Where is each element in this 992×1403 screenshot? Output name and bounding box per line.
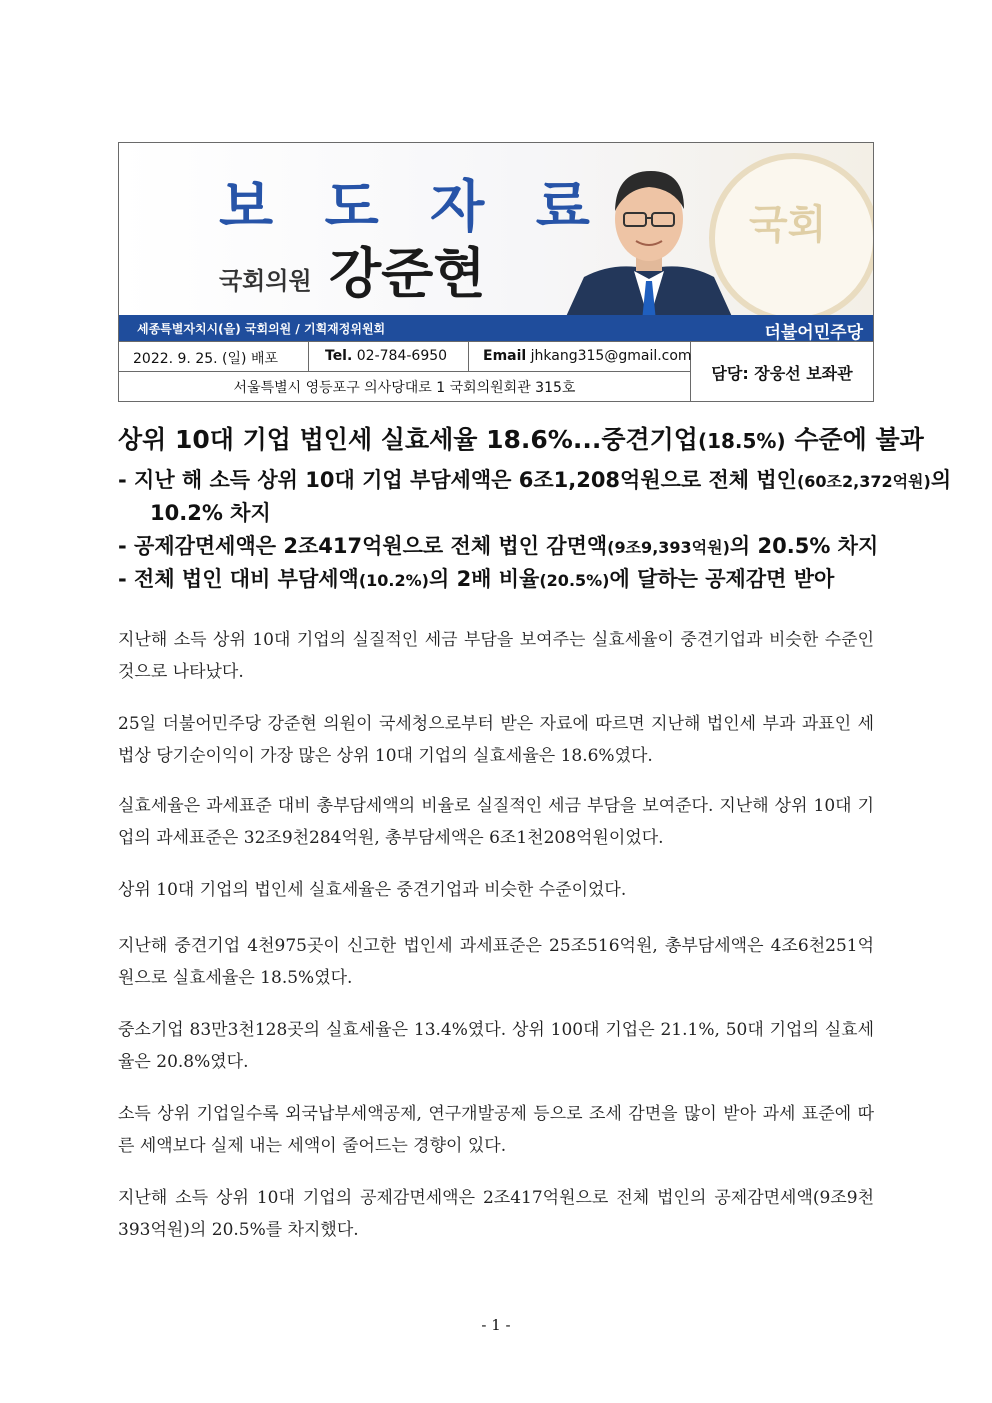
subheading-3 — [118, 563, 878, 593]
affiliation-text: 세종특별자치시(을) 국회의원 / 기획재정위원회 — [137, 322, 386, 336]
affiliation-bar — [119, 315, 873, 341]
body-paragraph: 지난해 소득 상위 10대 기업의 실질적인 세금 부담을 보여주는 실효세율이 중견기업과 비슷한 수준인 것으로 나타났다. — [118, 630, 874, 682]
press-release-title: 보 도 자 료 — [219, 175, 606, 240]
member-name: 강준현 — [329, 242, 486, 305]
subheading-2-paren: (9조9,393억원) — [607, 538, 730, 557]
email-label: Email — [483, 348, 527, 364]
phone-number: 02-784-6950 — [356, 348, 448, 364]
body-paragraph: 지난해 중견기업 4천975곳이 신고한 법인세 과세표준은 25조516억원, 총부담세액은 4조6천251억원으로 실효세율은 18.5%였다. — [118, 936, 874, 988]
subheading-2 — [118, 530, 878, 560]
phone-label: Tel. — [325, 348, 353, 364]
body-paragraph: 지난해 소득 상위 10대 기업의 공제감면세액은 2조417억원으로 전체 법인의 공제감면세액(9조9천393억원)의 20.5%를 차지했다. — [118, 1188, 874, 1240]
contact-info-table — [119, 341, 873, 402]
office-address: 서울특별시 영등포구 의사당대로 1 국회의원회관 315호 — [119, 372, 691, 401]
subheading-3-paren-2: (20.5%) — [539, 571, 610, 590]
email-cell — [469, 342, 691, 372]
member-role: 국회의원 — [219, 267, 312, 295]
subheading-1 — [118, 464, 952, 494]
contact-person: 담당: 장웅선 보좌관 — [711, 364, 853, 383]
subheading-3-tail: 에 달하는 공제감면 받아 — [609, 567, 835, 591]
subheading-1-text: - 지난 해 소득 상위 10대 기업 부담세액은 6조1,208억원으로 전체 법인 — [118, 468, 797, 492]
header-banner — [119, 143, 873, 341]
subheading-1-tail: 의 — [930, 468, 952, 492]
phone-cell — [309, 342, 469, 372]
body-paragraph: 소득 상위 기업일수록 외국납부세액공제, 연구개발공제 등으로 조세 감면을 많이 받아 과세 표준에 따른 세액보다 실제 내는 세액이 줄어드는 경향이 있다. — [118, 1104, 874, 1156]
headline — [118, 420, 924, 456]
subheading-2-tail: 의 20.5% 차지 — [729, 534, 879, 558]
body-paragraph: 25일 더불어민주당 강준현 의원이 국세청으로부터 받은 자료에 따르면 지난해 법인세 부과 과표인 세법상 당기순이익이 가장 많은 상위 10대 기업의 실효세율은 18.6%였다. — [118, 714, 874, 766]
seal-label: 국회 — [749, 202, 827, 248]
subheading-3-middle: 의 2배 비율 — [428, 567, 540, 591]
release-date: 2022. 9. 25. (일) 배포 — [119, 342, 309, 372]
body-paragraph: 상위 10대 기업의 법인세 실효세율은 중견기업과 비슷한 수준이었다. — [118, 880, 627, 900]
party-name: 더불어민주당 — [764, 323, 863, 341]
subheading-3-paren-1: (10.2%) — [358, 571, 429, 590]
member-portrait — [564, 149, 734, 321]
subheading-2-text: - 공제감면세액은 2조417억원으로 전체 법인 감면액 — [118, 534, 608, 558]
email-address: jhkang315@gmail.com — [530, 348, 692, 364]
subheading-1-paren: (60조2,372억원) — [796, 472, 931, 491]
page-number: - 1 - — [481, 1316, 511, 1334]
body-paragraph: 실효세율은 과세표준 대비 총부담세액의 비율로 실질적인 세금 부담을 보여준다. 지난해 상위 10대 기업의 과세표준은 32조9천284억원, 총부담세액은 6조1천208억원이었다. — [118, 796, 874, 848]
headline-part-3: 수준에 불과 — [785, 425, 924, 454]
headline-part-2: (18.5%) — [697, 429, 786, 453]
subheading-3-text: - 전체 법인 대비 부담세액 — [118, 567, 359, 591]
press-release-header — [118, 142, 874, 402]
body-paragraph: 중소기업 83만3천128곳의 실효세율은 13.4%였다. 상위 100대 기업은 21.1%, 50대 기업의 실효세율은 20.8%였다. — [118, 1020, 874, 1072]
subheading-1-continued: 10.2% 차지 — [150, 501, 271, 525]
headline-part-1: 상위 10대 기업 법인세 실효세율 18.6%...중견기업 — [118, 425, 698, 454]
